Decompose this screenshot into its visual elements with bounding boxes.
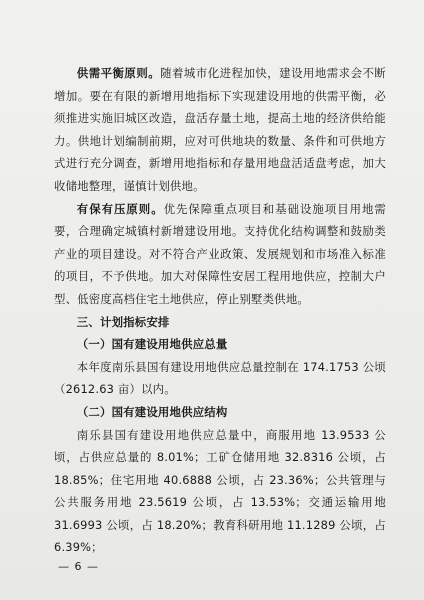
paragraph-body-supply-demand: 随着城市化进程加快，建设用地需求会不断增加。要在有限的新增用地指标下实现建设用地的供需平衡，必须推进实施旧城区改造，盘活存量土地，提高土地的经济供给能力。供地计划编制前期，应对可供地块的数量、条件和可供地方式进行充分调查，新增用地指标和存量用地盘活适盘考虑，加大收储地整理，谨慎计划供地。: [54, 66, 386, 193]
paragraph-lead-guarantee: 有保有压原则。: [76, 201, 164, 216]
subheading-supply-structure: （二）国有建设用地供应结构: [76, 404, 228, 419]
paragraph-total-supply: 本年度南乐县国有建设用地供应总量控制在 174.1753 公顷（2612.63 亩）以内。: [54, 359, 386, 397]
paragraph-guarantee-restrain: [54, 198, 386, 311]
paragraph-body-guarantee: 优先保障重点项目和基础设施项目用地需要，合理确定城镇村新增建设用地。支持优化结构调整和鼓励类产业的项目建设。对不符合产业政策、发展规划和市场准入标准的项目，不予供地。加大对保障性安居工程用地供应，控制大户型、低密度高档住宅土地供应，停止别墅类供地。: [54, 201, 386, 306]
section-heading-plan-indicators: 三、计划指标安排: [76, 314, 170, 329]
paragraph-supply-demand-balance: [54, 62, 386, 198]
paragraph-lead-supply-demand: 供需平衡原则。: [76, 66, 161, 80]
document-body: [54, 62, 386, 559]
subheading-total-supply: （一）国有建设用地供应总量: [76, 337, 228, 352]
paragraph-supply-structure: 南乐县国有建设用地供应总量中，商服用地 13.9533 公顷，占供应总量的 8.01%；工矿仓储用地 32.8316 公顷，占 18.85%；住宅用地 40.6888 公顷，占 23.36%；公共管理与公共服务用地 23.5619 公顷，占 13.53%；交通运输用地 31.6993 公顷，占 18.20%；教育科研用地 11.1289 公顷，占 6.39%；: [54, 427, 386, 555]
page-number: — 6 —: [58, 560, 99, 573]
